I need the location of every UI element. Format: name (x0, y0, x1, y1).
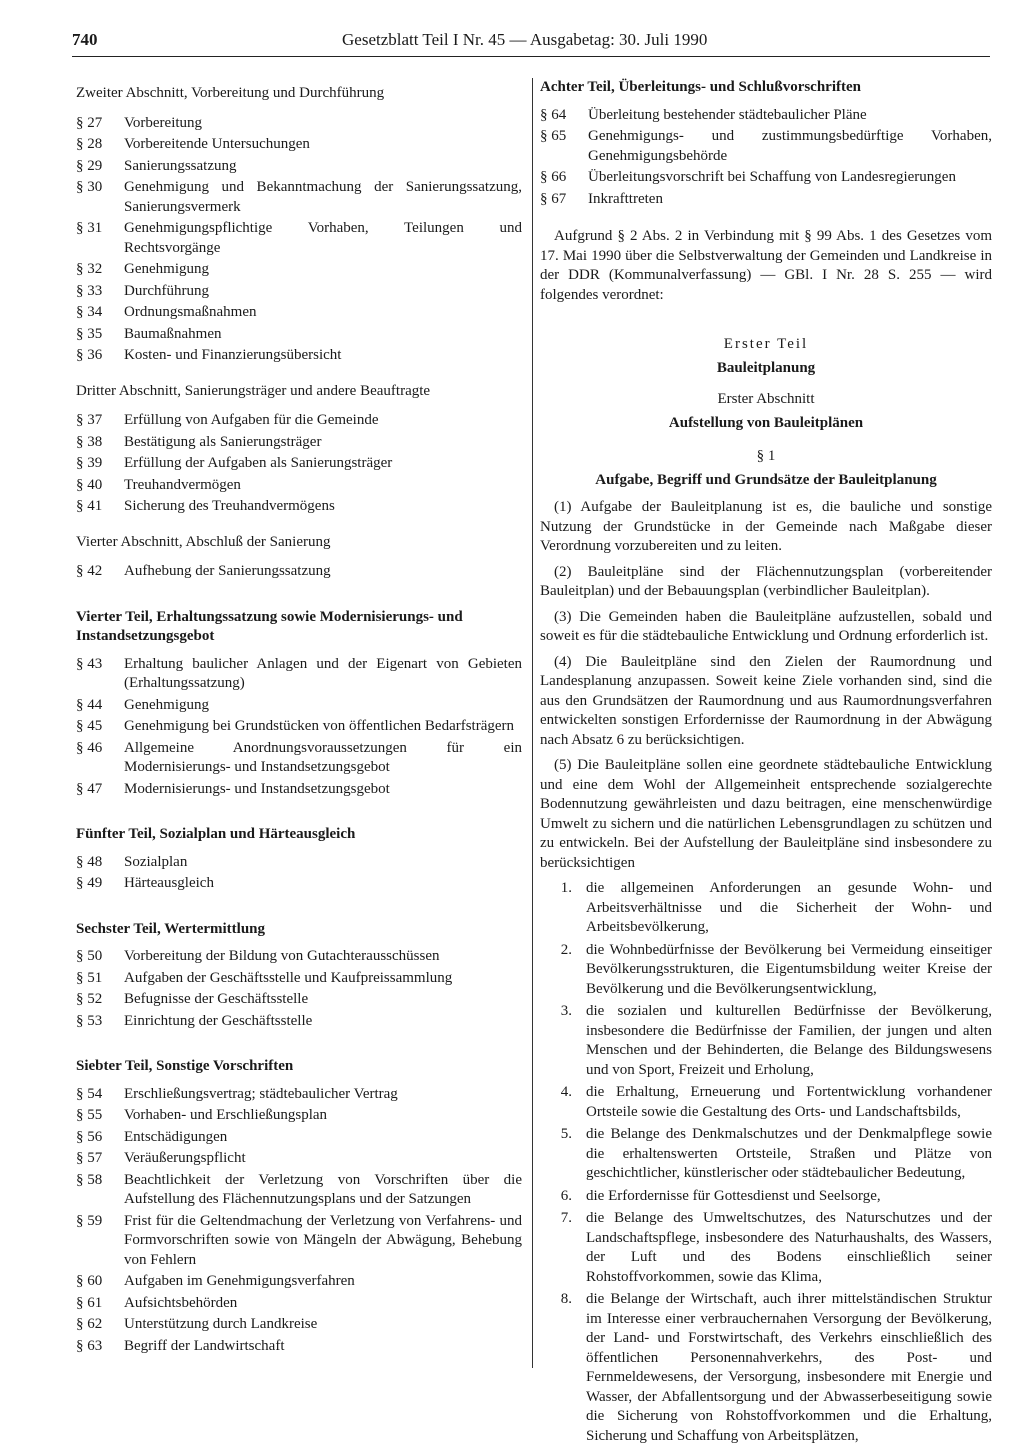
section-title: Befugnisse der Geschäftsstelle (124, 991, 309, 1007)
page-header (72, 28, 990, 56)
section-number: § 58 (76, 1171, 103, 1188)
list-number: 8. (560, 1291, 572, 1307)
toc-row (540, 106, 992, 126)
toc-row (76, 135, 522, 155)
section-number: § 44 (76, 696, 103, 713)
section-number: § 65 (540, 128, 567, 144)
toc-row (76, 157, 522, 177)
section-number: § 33 (76, 282, 103, 299)
toc-row (76, 1272, 522, 1292)
list-number: 6. (560, 1187, 572, 1204)
section-number: § 63 (76, 1337, 103, 1354)
section-title: Kosten- und Finanzierungsübersicht (124, 347, 342, 363)
list-text: die Erfordernisse für Gottesdienst und Seelsorge, (586, 1187, 881, 1204)
section-number: § 29 (76, 157, 103, 174)
toc-row (76, 739, 522, 778)
part-heading: Vierter Teil, Erhaltungssatzung sowie Modernisierungs- und Instandsetzungsgebot (76, 608, 463, 644)
section-title: Vorbereitung der Bildung von Gutachterausschüssen (124, 948, 440, 964)
section-title: Genehmigung und Bekanntmachung der Sanierungssatzung, Sanierungsvermerk (124, 179, 522, 215)
toc-row (76, 562, 522, 582)
list-text: die sozialen und kulturellen Bedürfnisse der Bevölkerung, insbesondere die Bedürfnisse der Familien, der jungen und alten Menschen und der Behinderten, die Belange des Bildungswesens und von Sport, Freizeit und Erholung, (586, 1003, 992, 1078)
list-item (540, 1083, 992, 1122)
section-title: Vorhaben- und Erschließungsplan (124, 1107, 328, 1123)
section-number: § 57 (76, 1150, 103, 1166)
toc-list (76, 853, 522, 894)
toc-row (76, 178, 522, 217)
section-title: Aufgaben der Geschäftsstelle und Kaufpreissammlung (124, 969, 453, 986)
section-title: Genehmigungspflichtige Vorhaben, Teilungen und Rechtsvorgänge (124, 220, 522, 256)
section-number: § 37 (76, 412, 103, 428)
section-title: Unterstützung durch Landkreise (124, 1316, 318, 1332)
section-number: § 59 (76, 1212, 103, 1229)
list-text: die Belange des Denkmalschutzes und der Denkmalpflege sowie die erhaltenswerten Ortsteile, Straßen und Plätze von geschichtlicher, künstlerischer oder städtebaulicher Bedeutung, (586, 1126, 992, 1181)
section-number: § 50 (76, 948, 103, 964)
list-item (540, 879, 992, 938)
toc-row (76, 1315, 522, 1335)
toc-row (76, 219, 522, 258)
section-number: § 38 (76, 433, 103, 450)
section-number: § 54 (76, 1085, 103, 1102)
toc-row (76, 433, 522, 453)
toc-row (76, 717, 522, 737)
section-title: Beachtlichkeit der Verletzung von Vorschriften über die Aufstellung des Flächennutzungsplans und der Satzungen (124, 1171, 522, 1207)
paragraph-title: Aufgabe, Begriff und Grundsätze der Bauleitplanung (595, 471, 937, 488)
toc-row (540, 190, 992, 210)
toc-row (540, 127, 992, 166)
list-item (540, 1125, 992, 1184)
toc-row (76, 874, 522, 894)
section-title: Durchführung (124, 282, 209, 299)
list-number: 7. (560, 1210, 572, 1226)
section-title: Vorbereitende Untersuchungen (124, 136, 310, 152)
section-number: § 47 (76, 780, 103, 797)
section-number: § 52 (76, 991, 103, 1007)
section-number: § 48 (76, 853, 103, 870)
section-number: § 66 (540, 169, 567, 185)
section-title: Genehmigung bei Grundstücken von öffentlichen Bedarfsträgern (124, 718, 515, 734)
list-item (540, 1187, 992, 1207)
section-number: § 30 (76, 179, 103, 195)
part-heading: Sechster Teil, Wertermittlung (76, 920, 266, 937)
toc-row (76, 260, 522, 280)
toc-row (76, 411, 522, 431)
section-title: Genehmigung (124, 261, 209, 277)
section-title: Erfüllung der Aufgaben als Sanierungsträger (124, 455, 393, 471)
section-title: Begriff der Landwirtschaft (124, 1337, 285, 1354)
section-title-heading: Aufstellung von Bauleitplänen (668, 414, 864, 431)
toc-list (76, 1085, 522, 1357)
section-number: § 43 (76, 655, 103, 672)
toc-row (76, 969, 522, 989)
left-column (76, 78, 522, 1358)
section-title: Entschädigungen (124, 1128, 228, 1145)
toc-row (76, 696, 522, 716)
section-number: § 45 (76, 718, 103, 734)
paragraph-2: (2) Bauleitpläne sind der Flächennutzungsplan (vorbereitender Bauleitplan) und der Bebauungsplan (verbindlicher Bauleitplan). (540, 563, 992, 599)
toc-row (76, 1294, 522, 1314)
list-item (540, 941, 992, 1000)
list-number: 2. (560, 941, 572, 958)
toc-row (76, 853, 522, 873)
gazette-title: Gesetzblatt Teil I Nr. 45 — Ausgabetag: 30. Juli 1990 (342, 30, 708, 49)
toc-row (76, 454, 522, 474)
list-text: die Wohnbedürfnisse der Bevölkerung bei Vermeidung einseitiger Bevölkerungsstrukturen, die Eigentumsbildung weiter Kreise der Bevölkerung und die Bevölkerungsentwicklung, (586, 941, 992, 997)
toc-list (76, 114, 522, 366)
section-number: § 39 (76, 455, 103, 471)
column-divider (532, 78, 533, 1368)
preamble: Aufgrund § 2 Abs. 2 in Verbindung mit § 99 Abs. 1 des Gesetzes vom 17. Mai 1990 über die Selbstverwaltung der Gemeinden und Landkreise in der DDR (Kommunalverfassung) — GBl. I Nr. 28 S. 255 — wird folgendes verordnet: (540, 228, 992, 303)
section-title: Frist für die Geltendmachung der Verletzung von Verfahrens- und Formvorschriften sowie von Mängeln der Abwägung, Behebung von Fehlern (124, 1212, 522, 1268)
section-number: § 32 (76, 261, 103, 277)
toc-row (76, 476, 522, 496)
section-heading: Vierter Abschnitt, Abschluß der Sanierung (76, 533, 331, 550)
toc-row (76, 655, 522, 694)
section-title: Genehmigungs- und zustimmungsbedürftige Vorhaben, Genehmigungsbehörde (588, 128, 992, 164)
section-number: § 56 (76, 1128, 103, 1145)
section-number: § 61 (76, 1294, 103, 1311)
section-number: § 34 (76, 304, 103, 320)
section-number: § 53 (76, 1012, 103, 1029)
toc-row (76, 780, 522, 800)
section-number: § 67 (540, 190, 567, 207)
list-number: 1. (560, 880, 572, 896)
part-heading: Siebter Teil, Sonstige Vorschriften (76, 1058, 294, 1074)
paragraph-sign: § 1 (756, 448, 776, 464)
toc-row (76, 947, 522, 967)
section-number: § 46 (76, 739, 103, 756)
numbered-list (540, 879, 992, 1446)
toc-row (76, 1149, 522, 1169)
toc-row (76, 1106, 522, 1126)
section-heading: Dritter Abschnitt, Sanierungsträger und andere Beauftragte (76, 382, 431, 399)
section-number: § 31 (76, 220, 103, 236)
section-title: Sanierungssatzung (124, 157, 237, 174)
section-title: Genehmigung (124, 696, 209, 713)
section-number: § 62 (76, 1316, 103, 1332)
list-text: die Erhaltung, Erneuerung und Fortentwicklung vorhandener Ortsteile sowie die Gestaltung des Orts- und Landschaftsbilds, (586, 1084, 992, 1120)
paragraph-4: (4) Die Bauleitpläne sind den Zielen der Raumordnung und Landesplanung anzupassen. Soweit keine Ziele vorhanden sind, sind die aus den Grundsätzen der Raumordnung und aus Raumordnungsverfahren entwickelten sonstigen Erfordernisse der Raumordnung in der Abwägung nach Absatz 6 zu berücksichtigen. (540, 653, 992, 748)
list-text: die Belange des Umweltschutzes, des Naturschutzes und der Landschaftspflege, insbesondere des Naturhaushalts, des Wassers, der Luft und des Bodens einschließlich seiner Rohstoffvorkommen, sowie das Klima, (586, 1210, 992, 1285)
section-title: Veräußerungspflicht (124, 1150, 246, 1166)
section-number: § 28 (76, 136, 103, 152)
section-number: § 49 (76, 875, 103, 891)
section-number: § 36 (76, 347, 103, 363)
toc-list (76, 947, 522, 1031)
toc-row (76, 1337, 522, 1357)
toc-row (540, 168, 992, 188)
list-text: die allgemeinen Anforderungen an gesunde Wohn- und Arbeitsverhältnisse und die Sicherheit der Wohn- und Arbeitsbevölkerung, (586, 880, 992, 935)
paragraph-1: (1) Aufgabe der Bauleitplanung ist es, die bauliche und sonstige Nutzung der Grundstücke in der Gemeinde nach Maßgabe dieser Verordnung vorzubereiten und zu leiten. (540, 499, 992, 554)
page-number: 740 (72, 30, 98, 49)
section-title: Modernisierungs- und Instandsetzungsgebot (124, 780, 390, 797)
section-title: Überleitungsvorschrift bei Schaffung von Landesregierungen (588, 169, 956, 185)
section-title: Einrichtung der Geschäftsstelle (124, 1012, 313, 1029)
section-number: § 55 (76, 1107, 103, 1123)
section-title: Aufhebung der Sanierungssatzung (124, 563, 331, 579)
toc-row (76, 497, 522, 517)
section-title: Sozialplan (124, 853, 188, 870)
section-title: Aufgaben im Genehmigungsverfahren (124, 1273, 355, 1289)
list-text: die Belange der Wirtschaft, auch ihrer mittelständischen Struktur im Interesse einer verbrauchernahen Versorgung der Bevölkerung, der Land- und Forstwirtschaft, des Verkehrs einschließlich des öffentlichen Personennahverkehrs, des Post- und Fernmeldewesens, der Versorgung, insbesondere mit Energie und Wasser, der Abfallentsorgung und der Abwasserbeseitigung sowie die Sicherung von Rohstoffvorkommen und die Erhaltung, Sicherung und Schaffung von Arbeitsplätzen, (586, 1291, 992, 1444)
toc-row (76, 282, 522, 302)
section-title: Erfüllung von Aufgaben für die Gemeinde (124, 412, 379, 428)
toc-row (76, 1212, 522, 1271)
toc-row (76, 1012, 522, 1032)
section-label: Erster Abschnitt (717, 391, 815, 407)
section-number: § 64 (540, 106, 567, 123)
paragraph-3: (3) Die Gemeinden haben die Bauleitpläne aufzustellen, sobald und soweit es für die städtebauliche Entwicklung und Ordnung erforderlich ist. (540, 608, 992, 644)
section-number: § 42 (76, 563, 103, 579)
section-number: § 41 (76, 498, 103, 514)
list-number: 3. (560, 1003, 572, 1019)
section-title: Inkrafttreten (588, 190, 663, 207)
section-number: § 40 (76, 476, 103, 493)
list-item (540, 1290, 992, 1446)
toc-row (76, 346, 522, 366)
toc-list (76, 411, 522, 517)
section-title: Treuhandvermögen (124, 476, 241, 493)
section-title: Erschließungsvertrag; städtebaulicher Vertrag (124, 1085, 398, 1102)
toc-row (76, 1128, 522, 1148)
list-number: 4. (560, 1084, 572, 1100)
section-number: § 35 (76, 325, 103, 342)
toc-row (76, 114, 522, 134)
toc-list (76, 562, 522, 582)
toc-row (76, 325, 522, 345)
section-title: Aufsichtsbehörden (124, 1294, 238, 1311)
section-title: Härteausgleich (124, 875, 214, 891)
list-item (540, 1002, 992, 1080)
header-rule (72, 56, 990, 57)
part-title: Bauleitplanung (716, 359, 816, 376)
section-title: Überleitung bestehender städtebaulicher Pläne (588, 106, 867, 123)
right-column (540, 78, 992, 1449)
section-title: Vorbereitung (124, 114, 203, 131)
part-heading: Fünfter Teil, Sozialplan und Härteausgleich (76, 826, 356, 842)
section-heading: Zweiter Abschnitt, Vorbereitung und Durchführung (76, 85, 385, 101)
section-title: Allgemeine Anordnungsvoraussetzungen für ein Modernisierungs- und Instandsetzungsgebot (124, 739, 522, 775)
section-title: Erhaltung baulicher Anlagen und der Eigenart von Gebieten (Erhaltungssatzung) (124, 655, 522, 691)
section-number: § 27 (76, 114, 103, 131)
paragraph-5: (5) Die Bauleitpläne sollen eine geordnete städtebauliche Entwicklung und eine dem Wohl der Allgemeinheit entsprechende sozialgerechte Bodennutzung gewährleisten und dazu beitragen, eine menschenwürdige Umwelt zu sichern und die natürlichen Lebensgrundlagen zu schützen und zu entwickeln. Bei der Aufstellung der Bauleitpläne sind insbesondere zu berücksichtigen (540, 757, 992, 871)
section-title: Bestätigung als Sanierungsträger (124, 433, 322, 450)
section-number: § 51 (76, 969, 103, 986)
toc-row (76, 1171, 522, 1210)
section-title: Sicherung des Treuhandvermögens (124, 498, 335, 514)
list-number: 5. (560, 1126, 572, 1142)
toc-row (76, 990, 522, 1010)
toc-list (540, 106, 992, 210)
part-heading: Achter Teil, Überleitungs- und Schlußvorschriften (540, 79, 861, 95)
section-title: Ordnungsmaßnahmen (124, 304, 257, 320)
part-label: Erster Teil (723, 336, 809, 352)
section-number: § 60 (76, 1273, 103, 1289)
section-title: Baumaßnahmen (124, 325, 222, 342)
list-item (540, 1209, 992, 1287)
toc-row (76, 1085, 522, 1105)
toc-row (76, 303, 522, 323)
toc-list (76, 655, 522, 800)
